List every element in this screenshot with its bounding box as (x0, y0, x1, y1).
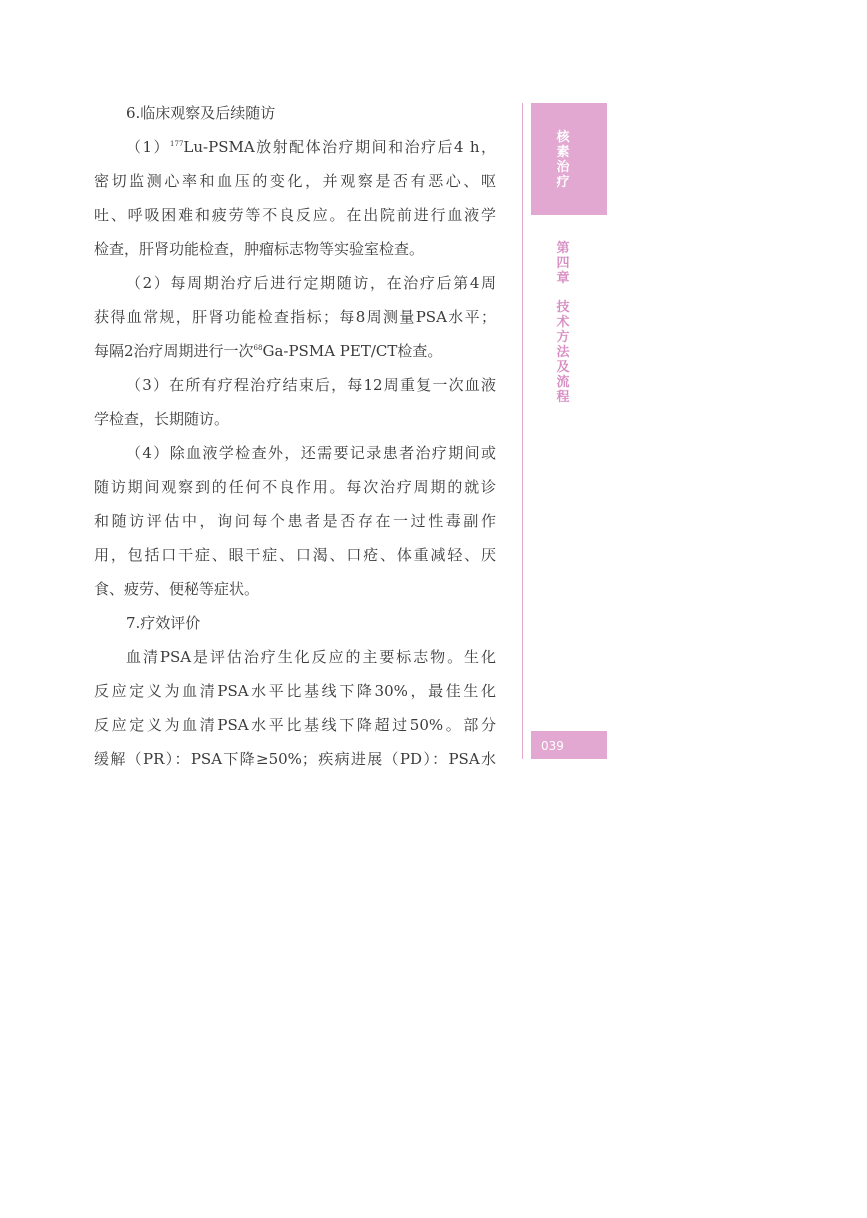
paragraph-line: 反应定义为血清PSA水平比基线下降30%，最佳生化 (94, 682, 496, 700)
paragraph-line: 每隔2治疗周期进行一次$^{68}$Ga-PSMA PET/CT检查。 (94, 342, 443, 360)
paragraph-line: 和随访评估中，询问每个患者是否存在一过性毒副作 (94, 512, 496, 530)
paragraph-line: （2）每周期治疗后进行定期随访，在治疗后第4周 (126, 274, 496, 292)
paragraph-line: 随访期间观察到的任何不良作用。每次治疗周期的就诊 (94, 478, 496, 496)
paragraph-line: 用，包括口干症、眼干症、口渴、口疮、体重减轻、厌 (94, 546, 496, 564)
paragraph-line: （4）除血液学检查外，还需要记录患者治疗期间或 (126, 444, 496, 462)
heading-efficacy: 7.疗效评价 (126, 614, 201, 632)
paragraph-line: （3）在所有疗程治疗结束后，每12周重复一次血液 (126, 376, 496, 394)
page-number: 039 (541, 739, 564, 753)
paragraph-line: 血清PSA是评估治疗生化反应的主要标志物。生化 (126, 648, 496, 666)
paragraph-line: 密切监测心率和血压的变化，并观察是否有恶心、呕 (94, 172, 496, 190)
paragraph-line: $(1)^{177}Lu$-PSMA放射配体治疗期间和治疗后4 h， (126, 138, 496, 156)
paragraph-line: 学检查，长期随访。 (94, 410, 230, 428)
paragraph-line: 食、疲劳、便秘等症状。 (94, 580, 260, 598)
paragraph-line: 获得血常规，肝肾功能检查指标；每8周测量PSA水平； (94, 308, 496, 326)
paragraph-line: 检查，肝肾功能检查，肿瘤标志物等实验室检查。 (94, 240, 425, 258)
chapter-title: 技术方法及流程 (556, 300, 570, 405)
margin-divider (522, 103, 523, 759)
paragraph-line: 缓解（PR）：PSA下降≥50%；疾病进展（PD）：PSA水 (94, 750, 496, 768)
paragraph-line: 吐、呼吸困难和疲劳等不良反应。在出院前进行血液学 (94, 206, 496, 224)
chapter-number: 第四章 (556, 241, 570, 286)
heading-follow-up: 6.临床观察及后续随访 (126, 104, 276, 122)
paragraph-line: 反应定义为血清PSA水平比基线下降超过50%。部分 (94, 716, 496, 734)
chapter-tab-label: 核素治疗 (556, 130, 570, 190)
